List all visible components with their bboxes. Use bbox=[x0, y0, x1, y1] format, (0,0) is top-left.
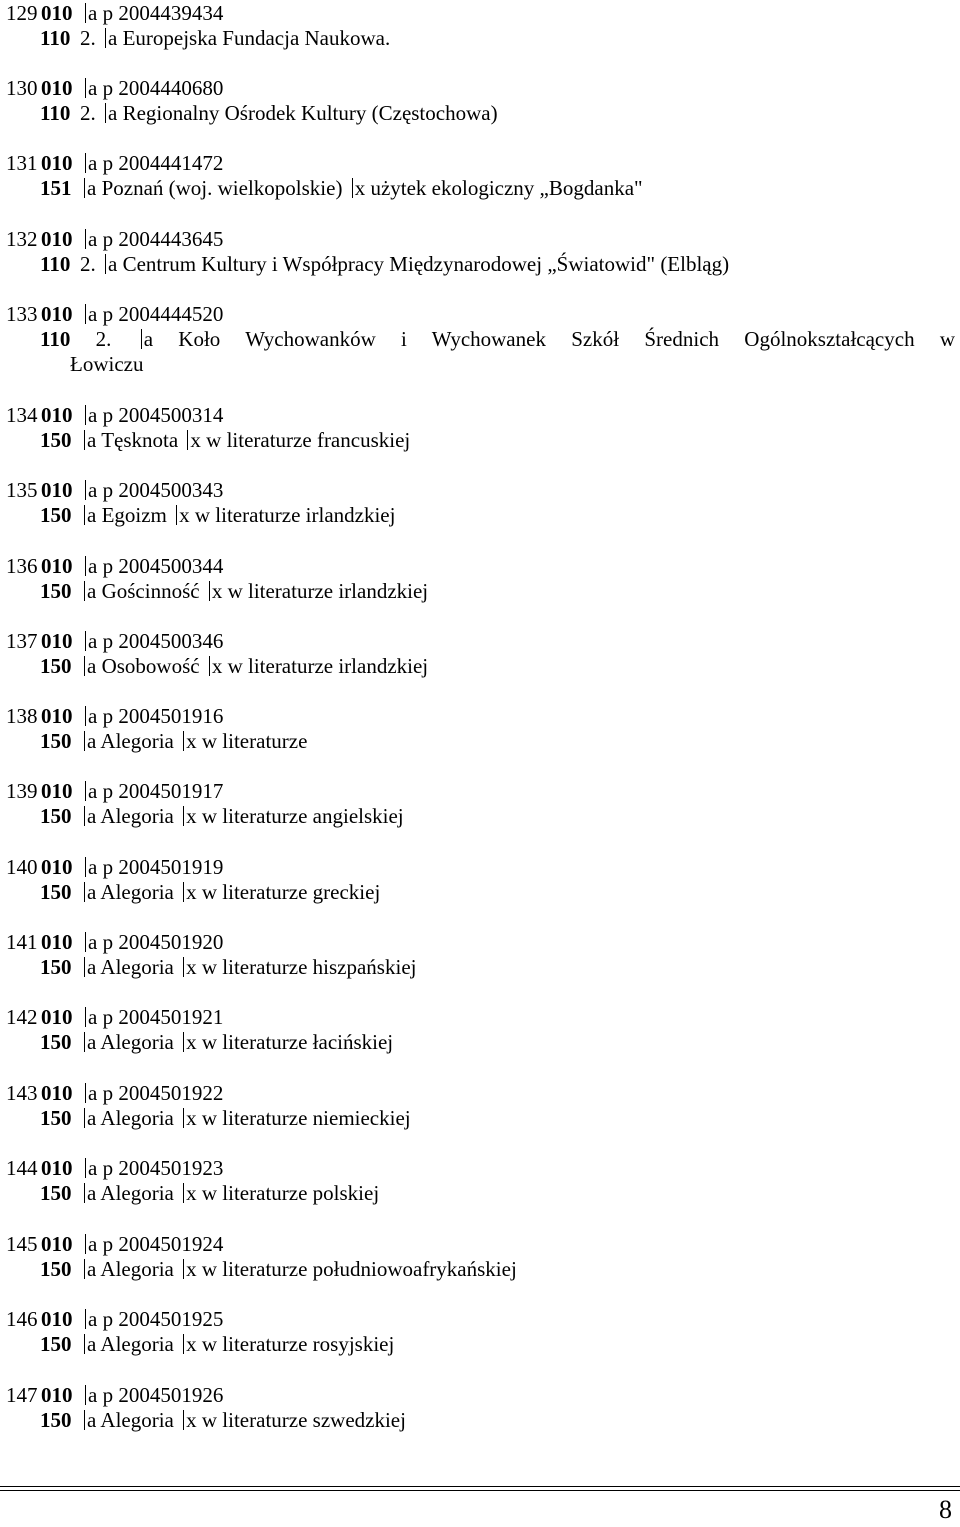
field-tag: 010 bbox=[41, 704, 73, 728]
record-line-010 bbox=[0, 703, 223, 729]
record-line-heading bbox=[0, 100, 498, 126]
subfield-a: a Alegoria bbox=[87, 880, 174, 904]
field-tag: 010 bbox=[41, 302, 73, 326]
subfield-separator bbox=[84, 430, 85, 450]
subfield-separator bbox=[84, 178, 85, 198]
record-line-010 bbox=[0, 150, 223, 176]
field-tag: 150 bbox=[40, 1408, 72, 1432]
field-tag: 010 bbox=[41, 1081, 73, 1105]
field-value: a p 2004501917 bbox=[88, 779, 224, 803]
record-line-heading bbox=[0, 954, 416, 980]
field-tag: 110 bbox=[40, 101, 71, 125]
record-line-010 bbox=[0, 1155, 223, 1181]
field-value: a p 2004501922 bbox=[88, 1081, 224, 1105]
field-tag: 010 bbox=[41, 227, 73, 251]
subfield-x: x w literaturze greckiej bbox=[186, 880, 381, 904]
subfield-separator bbox=[84, 656, 85, 676]
record-number: 131 bbox=[6, 151, 38, 175]
subfield-x: x w literaturze szwedzkiej bbox=[186, 1408, 406, 1432]
record-line-heading bbox=[40, 326, 955, 352]
record-line-010 bbox=[0, 1231, 223, 1257]
record-line-010 bbox=[0, 402, 223, 428]
subfield-separator bbox=[183, 1334, 184, 1354]
field-tag: 150 bbox=[40, 654, 72, 678]
field-tag: 150 bbox=[40, 955, 72, 979]
field-tag: 150 bbox=[40, 880, 72, 904]
field-tag: 150 bbox=[40, 1106, 72, 1130]
subfield-x: x w literaturze niemieckiej bbox=[186, 1106, 411, 1130]
subfield-separator bbox=[84, 882, 85, 902]
subfield-separator bbox=[85, 1158, 86, 1178]
subfield-separator bbox=[85, 556, 86, 576]
record-line-010 bbox=[0, 778, 223, 804]
field-tag: 110 bbox=[40, 327, 71, 351]
field-value: a p 2004444520 bbox=[88, 302, 224, 326]
field-indicator: 2. bbox=[80, 26, 96, 50]
subfield-separator bbox=[105, 103, 106, 123]
field-value: a p 2004500314 bbox=[88, 403, 224, 427]
subfield-separator bbox=[84, 1259, 85, 1279]
field-tag: 010 bbox=[41, 779, 73, 803]
field-tag: 010 bbox=[41, 76, 73, 100]
record-line-heading bbox=[0, 427, 410, 453]
subfield-a: a Europejska Fundacja Naukowa. bbox=[108, 26, 391, 50]
field-tag: 010 bbox=[41, 1232, 73, 1256]
record-number: 136 bbox=[6, 554, 38, 578]
subfield-a: a Tęsknota bbox=[87, 428, 179, 452]
field-tag: 010 bbox=[41, 554, 73, 578]
field-tag: 110 bbox=[40, 26, 71, 50]
subfield-separator bbox=[183, 731, 184, 751]
subfield-a: a Egoizm bbox=[87, 503, 167, 527]
subfield-separator bbox=[85, 304, 86, 324]
subfield-x: x w literaturze hiszpańskiej bbox=[186, 955, 417, 979]
record-line-heading bbox=[0, 1407, 406, 1433]
record-line-010 bbox=[0, 477, 223, 503]
record-line-010 bbox=[0, 929, 223, 955]
subfield-separator bbox=[84, 581, 85, 601]
field-tag: 010 bbox=[41, 930, 73, 954]
subfield-a: a Alegoria bbox=[87, 1181, 174, 1205]
record-line-010 bbox=[0, 0, 223, 26]
subfield-separator bbox=[209, 656, 210, 676]
field-tag: 150 bbox=[40, 1257, 72, 1281]
field-value: a p 2004440680 bbox=[88, 76, 224, 100]
field-value: a p 2004500343 bbox=[88, 478, 224, 502]
subfield-separator bbox=[85, 153, 86, 173]
subfield-separator bbox=[183, 1259, 184, 1279]
subfield-separator bbox=[84, 1032, 85, 1052]
field-tag: 150 bbox=[40, 1030, 72, 1054]
record-line-010 bbox=[0, 854, 223, 880]
record-number: 134 bbox=[6, 403, 38, 427]
subfield-x: x w literaturze polskiej bbox=[186, 1181, 380, 1205]
subfield-x: x w literaturze południowoafrykańskiej bbox=[186, 1257, 517, 1281]
subfield-separator bbox=[84, 806, 85, 826]
subfield-a: a Alegoria bbox=[87, 1030, 174, 1054]
record-line-010 bbox=[0, 553, 223, 579]
subfield-x: x w literaturze irlandzkiej bbox=[211, 579, 429, 603]
subfield-separator bbox=[85, 932, 86, 952]
record-number: 147 bbox=[6, 1383, 38, 1407]
record-line-heading bbox=[0, 728, 307, 754]
field-tag: 010 bbox=[41, 855, 73, 879]
record-line-heading bbox=[0, 803, 404, 829]
record-line-heading bbox=[0, 502, 395, 528]
field-tag: 010 bbox=[41, 1156, 73, 1180]
subfield-separator bbox=[84, 1108, 85, 1128]
subfield-separator bbox=[85, 1083, 86, 1103]
subfield-x: x w literaturze angielskiej bbox=[186, 804, 404, 828]
field-tag: 010 bbox=[41, 1005, 73, 1029]
field-tag: 150 bbox=[40, 503, 72, 527]
footer-rule-double bbox=[0, 1490, 960, 1491]
subfield-a: a Alegoria bbox=[87, 729, 174, 753]
record-line-010 bbox=[0, 628, 223, 654]
subfield-separator bbox=[141, 329, 142, 349]
field-tag: 150 bbox=[40, 428, 72, 452]
subfield-a: a Alegoria bbox=[87, 1332, 174, 1356]
subfield-separator bbox=[187, 430, 188, 450]
record-number: 144 bbox=[6, 1156, 38, 1180]
subfield-x: x w literaturze łacińskiej bbox=[186, 1030, 394, 1054]
subfield-separator bbox=[85, 706, 86, 726]
subfield-a: a Osobowość bbox=[87, 654, 200, 678]
record-number: 129 bbox=[6, 1, 38, 25]
subfield-a: a Poznań (woj. wielkopolskie) bbox=[87, 176, 343, 200]
field-tag: 010 bbox=[41, 478, 73, 502]
subfield-separator bbox=[84, 731, 85, 751]
subfield-separator bbox=[183, 1108, 184, 1128]
subfield-separator bbox=[84, 957, 85, 977]
subfield-a: a Centrum Kultury i Współpracy Międzynarodowej „Światowid" (Elbląg) bbox=[108, 252, 730, 276]
subfield-x: x w literaturze francuskiej bbox=[190, 428, 411, 452]
record-line-heading bbox=[0, 175, 643, 201]
field-tag: 150 bbox=[40, 1181, 72, 1205]
subfield-a: a Alegoria bbox=[87, 804, 174, 828]
record-number: 138 bbox=[6, 704, 38, 728]
field-tag: 150 bbox=[40, 579, 72, 603]
record-number: 132 bbox=[6, 227, 38, 251]
record-number: 145 bbox=[6, 1232, 38, 1256]
field-tag: 010 bbox=[41, 151, 73, 175]
subfield-separator bbox=[209, 581, 210, 601]
field-indicator: 2. bbox=[95, 327, 112, 351]
subfield-a: a Alegoria bbox=[87, 1106, 174, 1130]
subfield-separator bbox=[85, 78, 86, 98]
subfield-separator bbox=[183, 1032, 184, 1052]
subfield-separator bbox=[183, 1410, 184, 1430]
subfield-a: a Alegoria bbox=[87, 1408, 174, 1432]
record-line-heading bbox=[0, 251, 729, 277]
field-value: a p 2004501924 bbox=[88, 1232, 224, 1256]
record-number: 141 bbox=[6, 930, 38, 954]
heading-continuation: Łowiczu bbox=[70, 352, 144, 376]
subfield-separator bbox=[85, 781, 86, 801]
field-value: a p 2004443645 bbox=[88, 227, 224, 251]
field-value: a p 2004501925 bbox=[88, 1307, 224, 1331]
field-value: a p 2004439434 bbox=[88, 1, 224, 25]
subfield-separator bbox=[105, 28, 106, 48]
field-value: a p 2004501923 bbox=[88, 1156, 224, 1180]
subfield-a: a Gościnność bbox=[87, 579, 200, 603]
field-tag: 010 bbox=[41, 1, 73, 25]
subfield-separator bbox=[84, 1183, 85, 1203]
field-tag: 010 bbox=[41, 1307, 73, 1331]
subfield-separator bbox=[105, 254, 106, 274]
field-value: a p 2004501920 bbox=[88, 930, 224, 954]
field-value: a p 2004501921 bbox=[88, 1005, 224, 1029]
subfield-separator bbox=[84, 1334, 85, 1354]
field-tag: 010 bbox=[41, 403, 73, 427]
record-number: 130 bbox=[6, 76, 38, 100]
record-line-heading bbox=[0, 1331, 394, 1357]
record-line-heading bbox=[0, 879, 380, 905]
field-tag: 151 bbox=[40, 176, 72, 200]
field-tag: 010 bbox=[41, 1383, 73, 1407]
field-tag: 150 bbox=[40, 1332, 72, 1356]
subfield-separator bbox=[85, 480, 86, 500]
record-line-010 bbox=[0, 1382, 223, 1408]
subfield-separator bbox=[85, 405, 86, 425]
record-number: 142 bbox=[6, 1005, 38, 1029]
footer-rule bbox=[0, 1486, 960, 1487]
subfield-separator bbox=[84, 1410, 85, 1430]
subfield-separator bbox=[85, 1385, 86, 1405]
record-line-heading bbox=[0, 578, 428, 604]
subfield-separator bbox=[85, 1007, 86, 1027]
record-number: 146 bbox=[6, 1307, 38, 1331]
subfield-x: x użytek ekologiczny „Bogdanka" bbox=[354, 176, 643, 200]
subfield-a: a Regionalny Ośrodek Kultury (Częstochowa) bbox=[108, 101, 498, 125]
subfield-separator bbox=[183, 806, 184, 826]
record-number: 140 bbox=[6, 855, 38, 879]
subfield-separator bbox=[176, 505, 177, 525]
subfield-a: a Alegoria bbox=[87, 955, 174, 979]
subfield-x: x w literaturze rosyjskiej bbox=[186, 1332, 395, 1356]
record-number: 139 bbox=[6, 779, 38, 803]
record-line-continuation bbox=[70, 351, 143, 377]
subfield-x: x w literaturze bbox=[186, 729, 308, 753]
record-line-heading bbox=[0, 1180, 379, 1206]
subfield-a: a Alegoria bbox=[87, 1257, 174, 1281]
subfield-x: x w literaturze irlandzkiej bbox=[211, 654, 429, 678]
subfield-a: a Koło Wychowanków i Wychowanek Szkół Średnich Ogólnokształcących w bbox=[143, 327, 956, 351]
subfield-separator bbox=[85, 1234, 86, 1254]
record-line-heading bbox=[0, 1105, 411, 1131]
field-value: a p 2004500346 bbox=[88, 629, 224, 653]
subfield-separator bbox=[352, 178, 353, 198]
record-line-heading bbox=[0, 1256, 517, 1282]
record-number: 135 bbox=[6, 478, 38, 502]
subfield-separator bbox=[85, 3, 86, 23]
record-number: 137 bbox=[6, 629, 38, 653]
subfield-x: x w literaturze irlandzkiej bbox=[179, 503, 396, 527]
record-line-010 bbox=[0, 301, 223, 327]
field-tag: 110 bbox=[40, 252, 71, 276]
record-line-010 bbox=[0, 1080, 223, 1106]
record-line-heading bbox=[0, 25, 390, 51]
subfield-separator bbox=[85, 857, 86, 877]
field-value: a p 2004500344 bbox=[88, 554, 224, 578]
record-line-010 bbox=[0, 1004, 223, 1030]
subfield-separator bbox=[85, 229, 86, 249]
record-line-010 bbox=[0, 75, 223, 101]
record-line-heading bbox=[0, 653, 428, 679]
field-value: a p 2004501916 bbox=[88, 704, 224, 728]
field-value: a p 2004501926 bbox=[88, 1383, 224, 1407]
field-tag: 150 bbox=[40, 729, 72, 753]
field-indicator: 2. bbox=[80, 101, 96, 125]
record-line-010 bbox=[0, 1306, 223, 1332]
record-line-010 bbox=[0, 226, 223, 252]
page-number: 8 bbox=[939, 1495, 952, 1524]
record-line-heading bbox=[0, 1029, 393, 1055]
record-number: 143 bbox=[6, 1081, 38, 1105]
field-tag: 010 bbox=[41, 629, 73, 653]
field-value: a p 2004501919 bbox=[88, 855, 224, 879]
subfield-separator bbox=[183, 882, 184, 902]
subfield-separator bbox=[183, 957, 184, 977]
field-indicator: 2. bbox=[80, 252, 96, 276]
record-number: 133 bbox=[6, 302, 38, 326]
subfield-separator bbox=[84, 505, 85, 525]
field-value: a p 2004441472 bbox=[88, 151, 224, 175]
field-tag: 150 bbox=[40, 804, 72, 828]
subfield-separator bbox=[183, 1183, 184, 1203]
subfield-separator bbox=[85, 1309, 86, 1329]
subfield-separator bbox=[85, 631, 86, 651]
